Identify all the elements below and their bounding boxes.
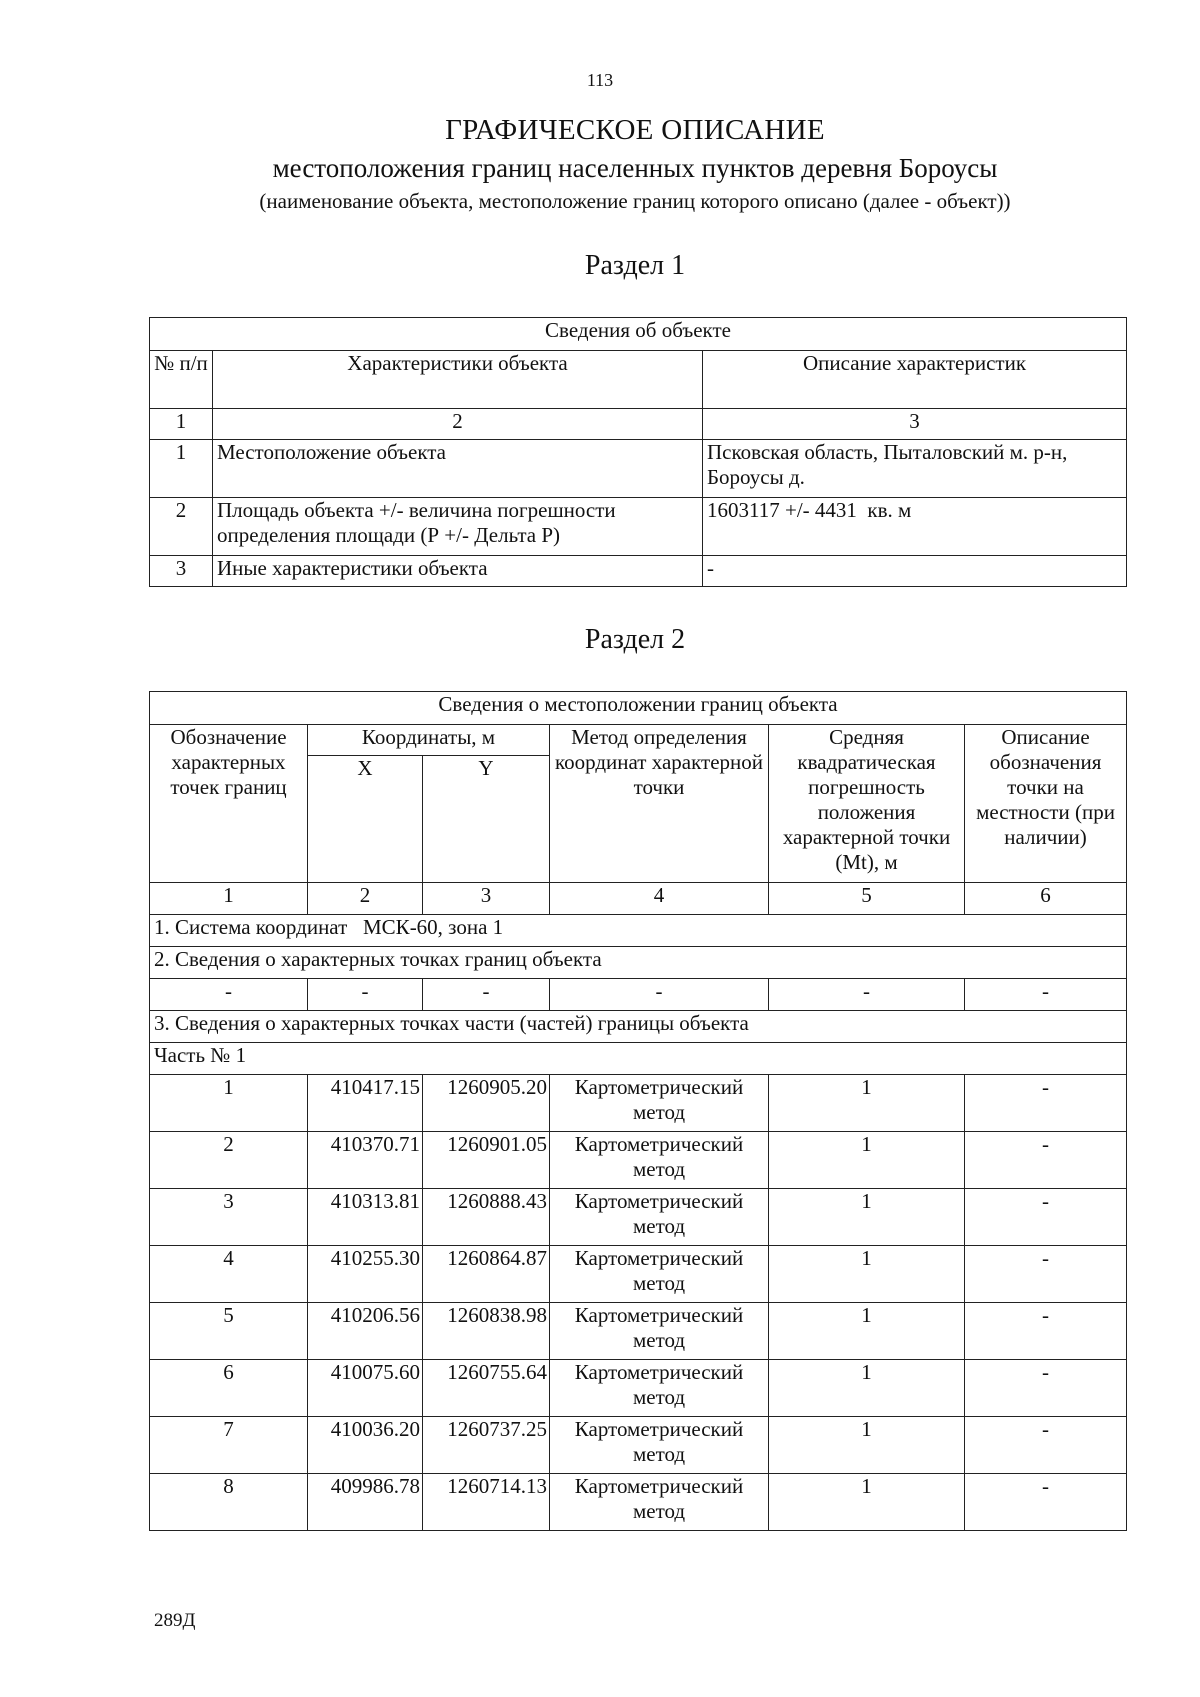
header-description: Описание характеристик — [703, 351, 1127, 409]
table-row — [150, 1075, 1127, 1132]
coord-y: 1260905.20 — [423, 1075, 550, 1132]
header-characteristics: Характеристики объекта — [213, 351, 703, 409]
point-number: 2 — [150, 1132, 308, 1189]
coord-x: 410417.15 — [308, 1075, 423, 1132]
point-description: - — [965, 1132, 1127, 1189]
empty-cell: - — [550, 979, 769, 1011]
footer-code: 289Д — [154, 1610, 196, 1631]
parts-header: 3. Сведения о характерных точках части (частей) границы объекта — [150, 1011, 1127, 1043]
section1-heading: Раздел 1 — [584, 250, 686, 281]
method: Картометрический метод — [550, 1189, 769, 1246]
header-x: X — [308, 756, 423, 883]
point-description: - — [965, 1075, 1127, 1132]
coord-y: 1260888.43 — [423, 1189, 550, 1246]
empty-cell: - — [150, 979, 308, 1011]
boundary-table-title: Сведения о местоположении границ объекта — [150, 692, 1127, 725]
col-number: 1 — [150, 409, 213, 440]
point-description: - — [965, 1360, 1127, 1417]
coord-y: 1260838.98 — [423, 1303, 550, 1360]
coord-x: 409986.78 — [308, 1474, 423, 1531]
table-row — [150, 1417, 1127, 1474]
document-subtitle: местоположения границ населенных пунктов деревня Бороусы — [272, 153, 998, 183]
header-y: Y — [423, 756, 550, 883]
row-name: Площадь объекта +/- величина погрешности определения площади (Р +/- Дельта Р) — [213, 498, 703, 556]
document-title: ГРАФИЧЕСКОЕ ОПИСАНИЕ — [445, 114, 825, 146]
table-row — [150, 1189, 1127, 1246]
document-caption: (наименование объекта, местоположение границ которого описано (далее - объект)) — [259, 189, 1011, 213]
table-row — [150, 1303, 1127, 1360]
coord-y: 1260755.64 — [423, 1360, 550, 1417]
empty-cell: - — [423, 979, 550, 1011]
row-value: Псковская область, Пыталовский м. р-н, Бороусы д. — [703, 440, 1127, 498]
method: Картометрический метод — [550, 1132, 769, 1189]
points-header: 2. Сведения о характерных точках границ объекта — [150, 947, 1127, 979]
point-number: 4 — [150, 1246, 308, 1303]
point-description: - — [965, 1417, 1127, 1474]
point-number: 1 — [150, 1075, 308, 1132]
row-name: Иные характеристики объекта — [213, 556, 703, 587]
method: Картометрический метод — [550, 1303, 769, 1360]
row-name: Местоположение объекта — [213, 440, 703, 498]
empty-cell: - — [965, 979, 1127, 1011]
point-rows — [150, 1075, 1127, 1531]
point-description: - — [965, 1189, 1127, 1246]
coord-y: 1260901.05 — [423, 1132, 550, 1189]
col-number: 1 — [150, 883, 308, 915]
empty-cell: - — [769, 979, 965, 1011]
table-row — [150, 440, 1127, 498]
error-mt: 1 — [769, 1246, 965, 1303]
object-info-title: Сведения об объекте — [150, 318, 1127, 351]
coordinate-system: 1. Система координат МСК-60, зона 1 — [150, 915, 1127, 947]
coord-y: 1260737.25 — [423, 1417, 550, 1474]
section2-heading: Раздел 2 — [584, 624, 686, 655]
row-number: 3 — [150, 556, 213, 587]
col-number: 2 — [308, 883, 423, 915]
coord-x: 410370.71 — [308, 1132, 423, 1189]
coord-y: 1260864.87 — [423, 1246, 550, 1303]
point-description: - — [965, 1474, 1127, 1531]
header-number: № п/п — [150, 351, 213, 409]
table-row — [150, 1360, 1127, 1417]
point-number: 8 — [150, 1474, 308, 1531]
point-description: - — [965, 1303, 1127, 1360]
error-mt: 1 — [769, 1303, 965, 1360]
col-number: 2 — [213, 409, 703, 440]
point-number: 6 — [150, 1360, 308, 1417]
row-value: - — [703, 556, 1127, 587]
table-row — [150, 1132, 1127, 1189]
col-number: 5 — [769, 883, 965, 915]
coord-x: 410036.20 — [308, 1417, 423, 1474]
error-mt: 1 — [769, 1189, 965, 1246]
error-mt: 1 — [769, 1474, 965, 1531]
point-number: 5 — [150, 1303, 308, 1360]
point-number: 3 — [150, 1189, 308, 1246]
col-number: 4 — [550, 883, 769, 915]
method: Картометрический метод — [550, 1417, 769, 1474]
error-mt: 1 — [769, 1417, 965, 1474]
method: Картометрический метод — [550, 1246, 769, 1303]
row-number: 2 — [150, 498, 213, 556]
row-number: 1 — [150, 440, 213, 498]
row-value: 1603117 +/- 4431 кв. м — [703, 498, 1127, 556]
page-number: 113 — [586, 70, 614, 90]
table-row — [150, 979, 1127, 1011]
coord-x: 410206.56 — [308, 1303, 423, 1360]
header-designation: Обозначение характерных точек границ — [150, 725, 308, 883]
table-row — [150, 1474, 1127, 1531]
boundary-points-table — [149, 691, 1127, 1531]
coord-y: 1260714.13 — [423, 1474, 550, 1531]
col-number: 3 — [423, 883, 550, 915]
error-mt: 1 — [769, 1132, 965, 1189]
coord-x: 410255.30 — [308, 1246, 423, 1303]
method: Картометрический метод — [550, 1360, 769, 1417]
object-info-table — [149, 317, 1127, 587]
error-mt: 1 — [769, 1360, 965, 1417]
method: Картометрический метод — [550, 1075, 769, 1132]
point-number: 7 — [150, 1417, 308, 1474]
table-row — [150, 556, 1127, 587]
point-description: - — [965, 1246, 1127, 1303]
part-label: Часть № 1 — [150, 1043, 1127, 1075]
col-number: 6 — [965, 883, 1127, 915]
header-coordinates: Координаты, м — [308, 725, 550, 756]
header-error: Средняя квадратическая погрешность положения характерной точки (Mt), м — [769, 725, 965, 883]
method: Картометрический метод — [550, 1474, 769, 1531]
empty-cell: - — [308, 979, 423, 1011]
col-number: 3 — [703, 409, 1127, 440]
table-row — [150, 498, 1127, 556]
error-mt: 1 — [769, 1075, 965, 1132]
table-row — [150, 1246, 1127, 1303]
coord-x: 410075.60 — [308, 1360, 423, 1417]
coord-x: 410313.81 — [308, 1189, 423, 1246]
header-method: Метод определения координат характерной точки — [550, 725, 769, 883]
header-point-description: Описание обозначения точки на местности (при наличии) — [965, 725, 1127, 883]
